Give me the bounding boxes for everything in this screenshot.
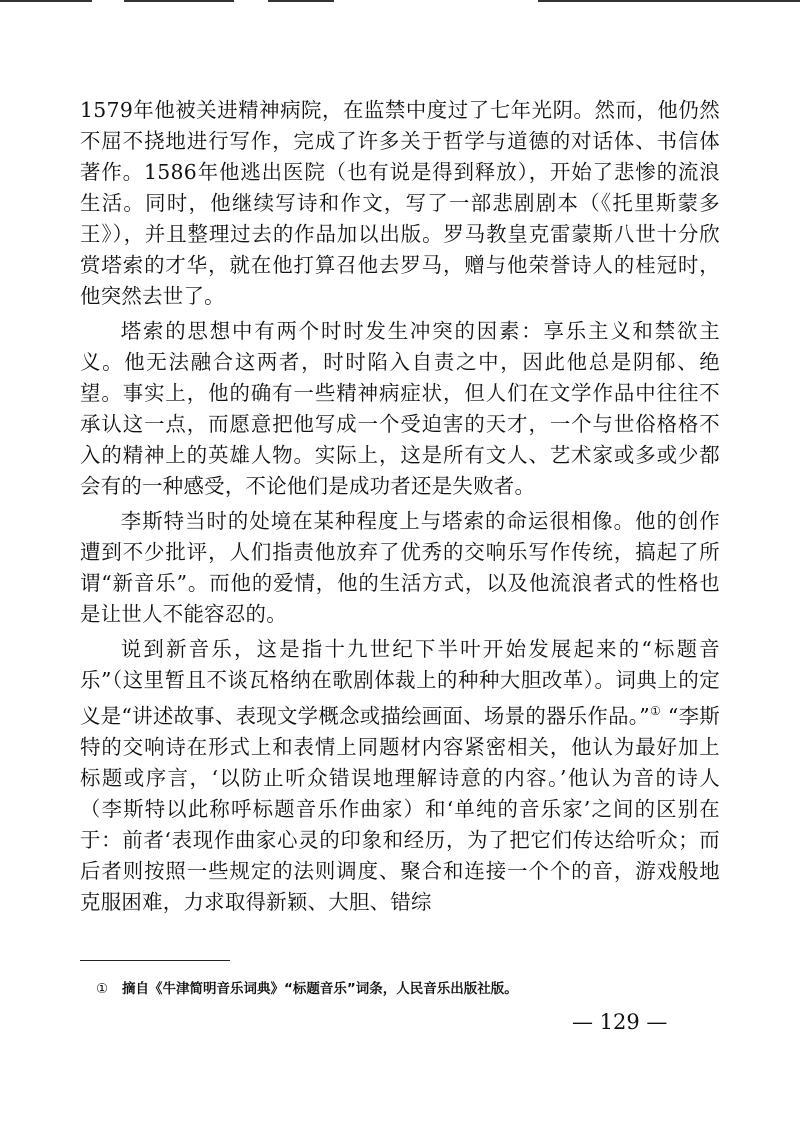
paragraph-text: “李斯特的交响诗在形式上和表情上同题材内容紧密相关，他认为最好加上标题或序言，‘以防止听众错误地理解诗意的内容。’他认为音的诗人（李斯特以此称呼标题音乐作曲家）和‘单纯的音乐家’之间的区别在于：前者‘表现作曲家心灵的印象和经历，为了把它们传达给听众；而后者则按照一些规定的法则调度、聚合和连接一个个的音，游戏般地克服困难，力求取得新颖、大胆、错综 [80,703,720,914]
footnote-divider [80,960,230,961]
footnote-reference: ① [650,704,662,718]
scan-edge-line [0,0,92,2]
scan-edge-line [538,0,800,2]
paragraph: 塔索的思想中有两个时时发生冲突的因素：享乐主义和禁欲主义。他无法融合这两者，时时陷入自责之中，因此他总是阴郁、绝望。事实上，他的确有一些精神病症状，但人们在文学作品中往往不承认这一点，而愿意把他写成一个受迫害的天才，一个与世俗格格不入的精神上的英雄人物。实际上，这是所有文人、艺术家或多或少都会有的一种感受，不论他们是成功者还是失败者。 [80,319,720,498]
paragraph [80,634,720,918]
paragraph: 李斯特当时的处境在某种程度上与塔索的命运很相像。他的创作遭到不少批评，人们指责他放弃了优秀的交响乐写作传统，搞起了所谓“新音乐”。而他的爱情，他的生活方式，以及他流浪者式的性格也是让世人不能容忍的。 [80,509,720,626]
footnote-mark: ① [96,981,109,997]
scan-edge-line [268,0,334,2]
paragraph: 1579年他被关进精神病院，在监禁中度过了七年光阴。然而，他仍然不屈不挠地进行写作，完成了许多关于哲学与道德的对话体、书信体著作。1586年他逃出医院（也有说是得到释放），开始了悲惨的流浪生活。同时，他继续写诗和作文，写了一部悲剧剧本（《托里斯蒙多王》），并且整理过去的作品加以出版。罗马教皇克雷蒙斯八世十分欣赏塔索的才华，就在他打算召他去罗马，赠与他荣誉诗人的桂冠时，他突然去世了。 [80,98,720,308]
paragraph-text: 说到新音乐，这是指十九世纪下半叶开始发展起来的“标题音乐”（这里暂且不谈瓦格纳在歌剧体裁上的种种大胆改革）。词典上的定义是“讲述故事、表现文学概念或描绘画面、场景的器乐作品。” [80,637,720,728]
scan-edge-line [124,0,234,2]
footnote-text: 摘自《牛津简明音乐词典》“标题音乐”词条，人民音乐出版社版。 [122,981,518,997]
footnote [96,979,716,999]
body-text [80,95,720,922]
page-number: — 129 — [572,1010,668,1034]
